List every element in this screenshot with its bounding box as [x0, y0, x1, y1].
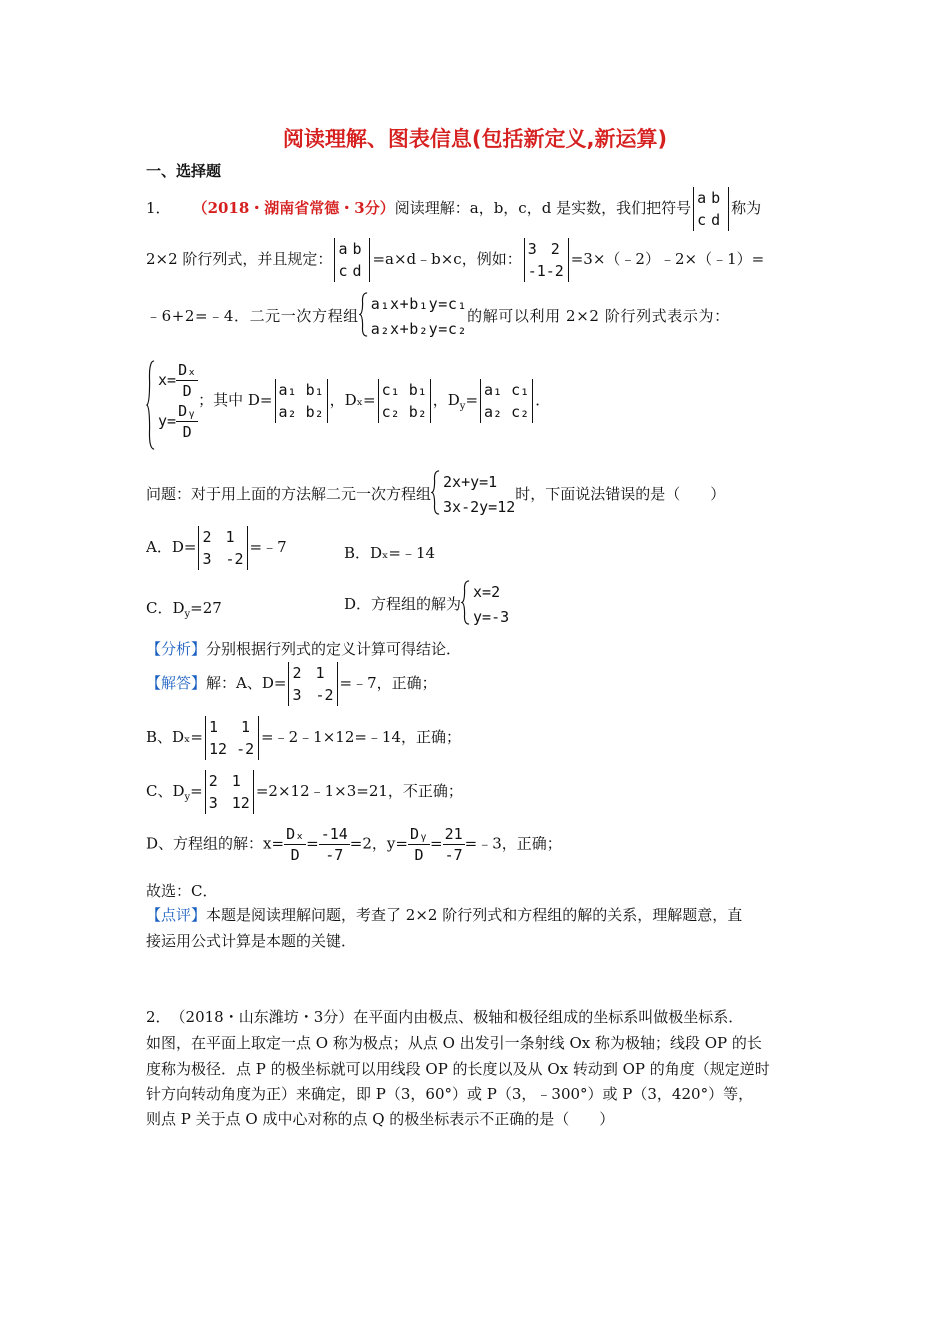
comment-tag: 【点评】 — [146, 906, 207, 924]
q1-line-2: 2×2 阶行列式，并且规定： a b c d =a×d﹣b×c，例如： 3 2 -1-2 =3×（﹣2）﹣2×（﹣1）= — [146, 240, 765, 280]
solution-a-determinant: 2 1 3 -2 — [288, 662, 337, 706]
analysis: 【分析】分别根据行列式的定义计算可得结论． — [146, 640, 462, 658]
option-d-system: x=2 y=-3 — [461, 580, 509, 630]
q1-source: 2018・湖南省常德・3分 — [207, 199, 380, 217]
q1-line-4: x= $\frac{\text{Dₓ}}{D}$ y= $\frac{\text{Dᵧ}}{D}$ ；其中 D= a₁ b₁ a₂ b₂ ，Dₓ= c₁ b₁ c₂ b₂ ，$D_y=$ a₁ c₁ a₂ c₂ ． — [146, 360, 550, 442]
q2-line-5: 则点 P 关于点 O 成中心对称的点 Q 的极坐标表示不正确的是（ ） — [146, 1110, 615, 1128]
solution-tag: 【解答】 — [146, 674, 207, 692]
option-b: B．Dₓ=﹣14 — [344, 544, 436, 562]
solution-c-determinant: 2 1 3 12 — [205, 770, 254, 814]
q1-question: 问题：对于用上面的方法解二元一次方程组 2x+y=1 3x-2y=12 时，下面说法错误的是（ ） — [146, 470, 725, 520]
option-c: C．$D_y=27$ — [146, 599, 222, 620]
cramer-formula: x= $\frac{\text{Dₓ}}{D}$ y= $\frac{\text{Dᵧ}}{D}$ — [146, 360, 198, 442]
q1-line-3: ﹣6+2=﹣4．二元一次方程组 a₁x+b₁y=c₁ a₂x+b₂y=c₂ 的解可以利用 2×2 阶行列式表示为： — [146, 292, 730, 342]
determinant-definition: a b c d — [334, 238, 370, 282]
section-heading: 一、选择题 — [146, 162, 222, 180]
solution-d: D、方程组的解：x= $\frac{\text{Dₓ}}{D}$ = $\frac{-14}{-7}$ =2，y= $\frac{\text{Dᵧ}}{D}$ = $\frac{21}{-7}$ =﹣3，正确； — [146, 825, 562, 864]
q2-line-3: 度称为极径．点 P 的极坐标就可以用线段 OP 的长度以及从 Ox 转动到 OP 的角度（规定逆时 — [146, 1060, 770, 1078]
solution-a: 【解答】解：A、D= 2 1 3 -2 =﹣7，正确； — [146, 664, 437, 704]
determinant-Dy: a₁ c₁ a₂ c₂ — [480, 379, 533, 423]
q1-line-1: 1． （2018・湖南省常德・3分）阅读理解：a，b，c，d 是实数，我们把符号 a b c d 称为 — [146, 189, 762, 229]
solution-b: B、Dₓ= 1 1 12 -2 =﹣2﹣1×12=﹣14，正确； — [146, 718, 462, 758]
analysis-tag: 【分析】 — [146, 640, 207, 658]
option-d: D．方程组的解为 x=2 y=-3 — [344, 580, 509, 630]
answer: 故选：C． — [146, 882, 218, 900]
comment-line-1: 【点评】本题是阅读理解问题，考查了 2×2 阶行列式和方程组的解的关系，理解题意，直 — [146, 906, 743, 924]
q2-line-1: 2． （2018・山东潍坊・3分）在平面内由极点、极轴和极径组成的坐标系叫做极坐标系． — [146, 1008, 744, 1026]
determinant-abcd: a b c d — [693, 187, 729, 231]
q2-line-4: 针方向转动角度为正）来确定，即 P（3，60°）或 P（3，﹣300°）或 P（3，420°）等， — [146, 1085, 754, 1103]
q2-line-2: 如图，在平面上取定一点 O 称为极点；从点 O 出发引一条射线 Ox 称为极轴；线段 OP 的长 — [146, 1034, 762, 1052]
general-equation-system: a₁x+b₁y=c₁ a₂x+b₂y=c₂ — [359, 292, 467, 342]
page-title: 阅读理解、图表信息(包括新定义,新运算) — [282, 127, 668, 151]
determinant-Dx: c₁ b₁ c₂ b₂ — [378, 379, 431, 423]
solution-b-determinant: 1 1 12 -2 — [205, 716, 259, 760]
option-a: A．D= 2 1 3 -2 =﹣7 — [146, 528, 287, 568]
specific-equation-system: 2x+y=1 3x-2y=12 — [431, 470, 515, 520]
solution-c: C、$D_y=$ 2 1 3 12 =2×12﹣1×3=21，不正确； — [146, 772, 463, 812]
option-a-determinant: 2 1 3 -2 — [198, 526, 247, 570]
determinant-D: a₁ b₁ a₂ b₂ — [275, 379, 328, 423]
comment-line-2: 接运用公式计算是本题的关键． — [146, 932, 357, 950]
determinant-example: 3 2 -1-2 — [524, 238, 569, 282]
